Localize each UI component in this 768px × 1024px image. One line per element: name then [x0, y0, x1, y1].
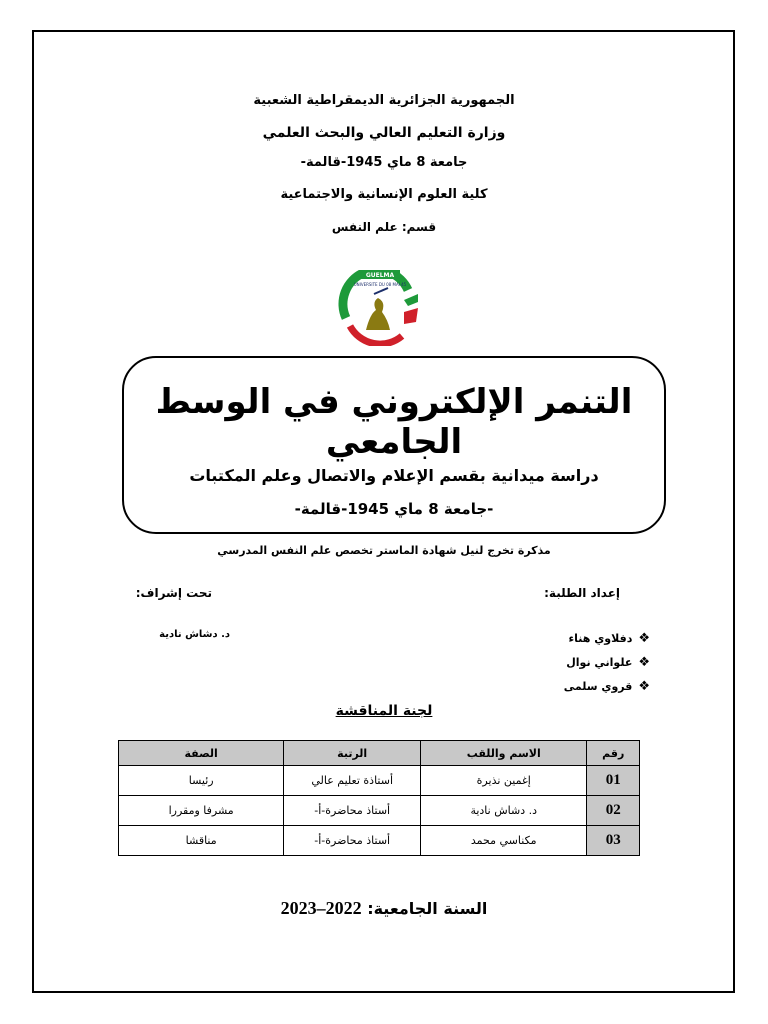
header-role: الصفة — [119, 741, 284, 766]
committee-title: لجنة المناقشة — [335, 703, 433, 719]
row-rank: أستاذ محاضرة-أ- — [284, 826, 421, 856]
thesis-university-line: -جامعة 8 ماي 1945-قالمة- — [294, 500, 494, 518]
row-name: مكناسي محمد — [421, 826, 587, 856]
header-num: رقم — [587, 741, 640, 766]
row-name: إغمين نذيرة — [421, 766, 587, 796]
department-line: قسم: علم النفس — [331, 220, 437, 234]
academic-year — [0, 898, 768, 919]
student-item — [420, 651, 650, 675]
row-num: 02 — [587, 796, 640, 826]
row-num: 03 — [587, 826, 640, 856]
logo-flag-green-icon — [404, 294, 418, 306]
academic-year-value: 2022–2023 — [280, 898, 362, 918]
thesis-title: التنمر الإلكتروني في الوسط الجامعي — [155, 382, 633, 462]
row-role: مشرفا ومقررا — [119, 796, 284, 826]
university-logo — [338, 270, 422, 346]
thesis-subtitle: دراسة ميدانية بقسم الإعلام والاتصال وعلم المكتبات — [189, 466, 599, 485]
student-item — [420, 675, 650, 699]
row-rank: أستاذ محاضرة-أ- — [284, 796, 421, 826]
logo-ring-text: UNIVERSITE DU 08 MAI 45 — [353, 282, 407, 287]
row-role: مناقشا — [119, 826, 284, 856]
row-num: 01 — [587, 766, 640, 796]
table-header-row — [119, 741, 640, 766]
academic-year-label: السنة الجامعية: — [367, 899, 488, 918]
student-name: دفلاوي هناء — [568, 632, 633, 645]
logo-top-text: GUELMA — [365, 272, 395, 279]
header-name: الاسم واللقب — [421, 741, 587, 766]
student-item — [420, 627, 650, 651]
table-row — [119, 766, 640, 796]
university-line: جامعة 8 ماي 1945-قالمة- — [300, 155, 468, 170]
committee-table — [118, 740, 640, 856]
row-rank: أستاذة تعليم عالي — [284, 766, 421, 796]
ministry-line: وزارة التعليم العالي والبحث العلمي — [262, 125, 506, 141]
table-row — [119, 796, 640, 826]
row-role: رئيسا — [119, 766, 284, 796]
thesis-note: مذكرة تخرج لنيل شهادة الماستر تخصص علم النفس المدرسي — [217, 544, 551, 557]
logo-flag-red-icon — [404, 308, 418, 324]
bullet-icon: ❖ — [638, 631, 650, 646]
title-box — [122, 356, 666, 534]
students-list — [420, 627, 650, 699]
republic-line: الجمهورية الجزائرية الديمقراطية الشعبية — [253, 93, 515, 108]
student-name: علواني نوال — [566, 656, 633, 669]
faculty-line: كلية العلوم الإنسانية والاجتماعية — [280, 187, 488, 202]
table-row — [119, 826, 640, 856]
bullet-icon: ❖ — [638, 655, 650, 670]
header-rank: الرتبة — [284, 741, 421, 766]
student-name: قروي سلمى — [563, 680, 633, 693]
bullet-icon: ❖ — [638, 679, 650, 694]
supervisor-name: د. دشاش نادية — [159, 629, 230, 640]
prepared-by-label: إعداد الطلبة: — [544, 586, 620, 600]
row-name: د. دشاش نادية — [421, 796, 587, 826]
supervision-label: تحت إشراف: — [135, 586, 212, 600]
